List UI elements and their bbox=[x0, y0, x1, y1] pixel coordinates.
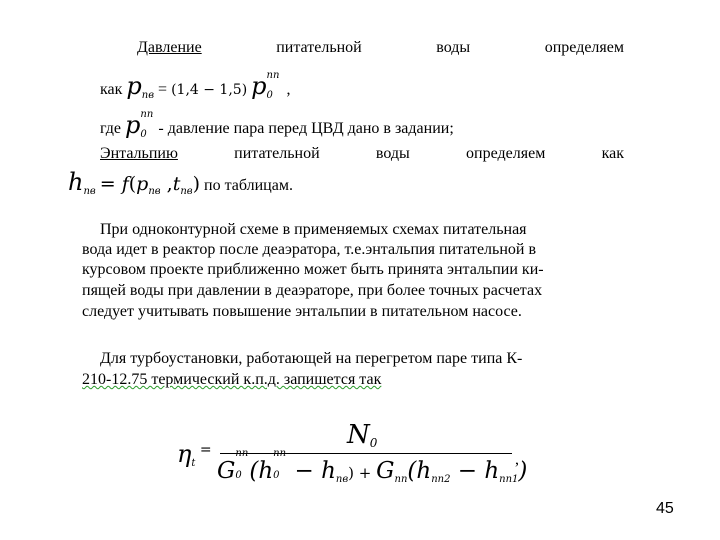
word-gde: где bbox=[100, 120, 122, 137]
subscript: пв bbox=[83, 186, 96, 197]
symbol-f: f bbox=[121, 173, 129, 195]
symbol-h: h bbox=[68, 168, 84, 196]
superscript: пп bbox=[235, 448, 249, 459]
efficiency-fraction bbox=[215, 420, 528, 490]
paren-open: ( bbox=[128, 173, 137, 195]
paragraph-line: Для турбоустановки, работающей на перегретом паре типа К- bbox=[100, 350, 523, 367]
term: (h bbox=[249, 458, 274, 484]
superscript: пп bbox=[273, 448, 287, 459]
formula-line-p-pv bbox=[100, 70, 291, 106]
symbol-N: N bbox=[347, 420, 370, 450]
subscript: пв bbox=[180, 186, 193, 197]
symbol-p: p bbox=[136, 173, 149, 195]
symbol-t: t bbox=[172, 173, 181, 195]
word: Энтальпию bbox=[100, 145, 178, 162]
word: определяем bbox=[544, 39, 624, 56]
text-line-3 bbox=[100, 109, 454, 140]
paragraph-line: курсовом проекте приближенно может быть принята энтальпии ки- bbox=[82, 261, 544, 278]
formula-eta bbox=[177, 440, 212, 474]
paragraph-line: вода идет в реактор после деаэратора, т.е.энтальпия питательной в bbox=[82, 241, 537, 258]
text-line-1 bbox=[137, 38, 624, 58]
sentence: по таблицам. bbox=[200, 177, 293, 194]
symbol-eta: η bbox=[177, 440, 192, 468]
indices bbox=[140, 109, 154, 140]
word: как bbox=[601, 145, 624, 162]
paragraph-line: пящей воды при давлении в деаэраторе, при более точных расчетах bbox=[82, 282, 543, 299]
subscript: 0 bbox=[273, 470, 280, 481]
indices bbox=[273, 448, 287, 481]
paragraph-text: 210-12.75 термический к.п.д. запишется так bbox=[82, 371, 382, 388]
subscript: пв bbox=[148, 186, 161, 197]
subscript: пв bbox=[141, 90, 155, 101]
word-kak: как bbox=[100, 81, 123, 98]
formula-line-h-pv bbox=[68, 168, 293, 202]
word: воды bbox=[436, 39, 471, 56]
symbol-p0: p bbox=[251, 72, 267, 100]
superscript: пп bbox=[266, 70, 280, 81]
subscript: t bbox=[191, 458, 196, 469]
symbol-G: G bbox=[217, 458, 236, 484]
fraction-bar bbox=[220, 453, 512, 454]
term: ) + bbox=[348, 464, 377, 482]
term: − h bbox=[287, 458, 336, 484]
paragraph-line: следует учитывать повышение энтальпии в питательном насосе. bbox=[82, 303, 522, 320]
word: воды bbox=[375, 145, 410, 162]
page-number: 45 bbox=[656, 500, 674, 517]
formula-comma: , bbox=[515, 451, 519, 468]
symbol-p0: p bbox=[125, 111, 141, 139]
subscript: пп bbox=[394, 474, 408, 485]
word: определяем bbox=[466, 145, 546, 162]
subscript: 0 bbox=[140, 129, 147, 140]
subscript: 0 bbox=[235, 470, 242, 481]
subscript: пв bbox=[335, 474, 349, 485]
indices bbox=[266, 70, 283, 101]
word: Давление bbox=[137, 39, 202, 56]
fraction-denominator bbox=[217, 448, 528, 485]
text-line-4 bbox=[100, 144, 624, 164]
fraction-numerator bbox=[347, 420, 377, 450]
symbol-p: p bbox=[126, 72, 142, 100]
paragraph-line bbox=[82, 370, 381, 390]
sentence: - давление пара перед ЦВД дано в задании; bbox=[154, 120, 454, 137]
symbol-G: G bbox=[376, 458, 395, 484]
term: (h bbox=[407, 458, 432, 484]
term: − h bbox=[450, 458, 500, 484]
paragraph-line: При одноконтурной схеме в применяемых схемах питательная bbox=[100, 221, 527, 238]
superscript: пп bbox=[140, 109, 154, 120]
word: питательной bbox=[234, 145, 320, 162]
paren-close: ) bbox=[192, 173, 201, 195]
word: питательной bbox=[276, 39, 362, 56]
coefficient-range: (1,4 − 1,5) bbox=[171, 82, 248, 98]
subscript: 0 bbox=[266, 90, 273, 101]
indices bbox=[235, 448, 249, 481]
subscript: пп2 bbox=[431, 474, 451, 485]
subscript: пп1 bbox=[499, 474, 519, 485]
separator: , bbox=[160, 173, 173, 195]
term: ) bbox=[518, 458, 528, 484]
equals: = bbox=[195, 442, 212, 458]
equals: = bbox=[158, 81, 172, 98]
equals: = bbox=[99, 173, 122, 195]
comma: , bbox=[286, 81, 291, 98]
subscript: 0 bbox=[369, 436, 378, 450]
